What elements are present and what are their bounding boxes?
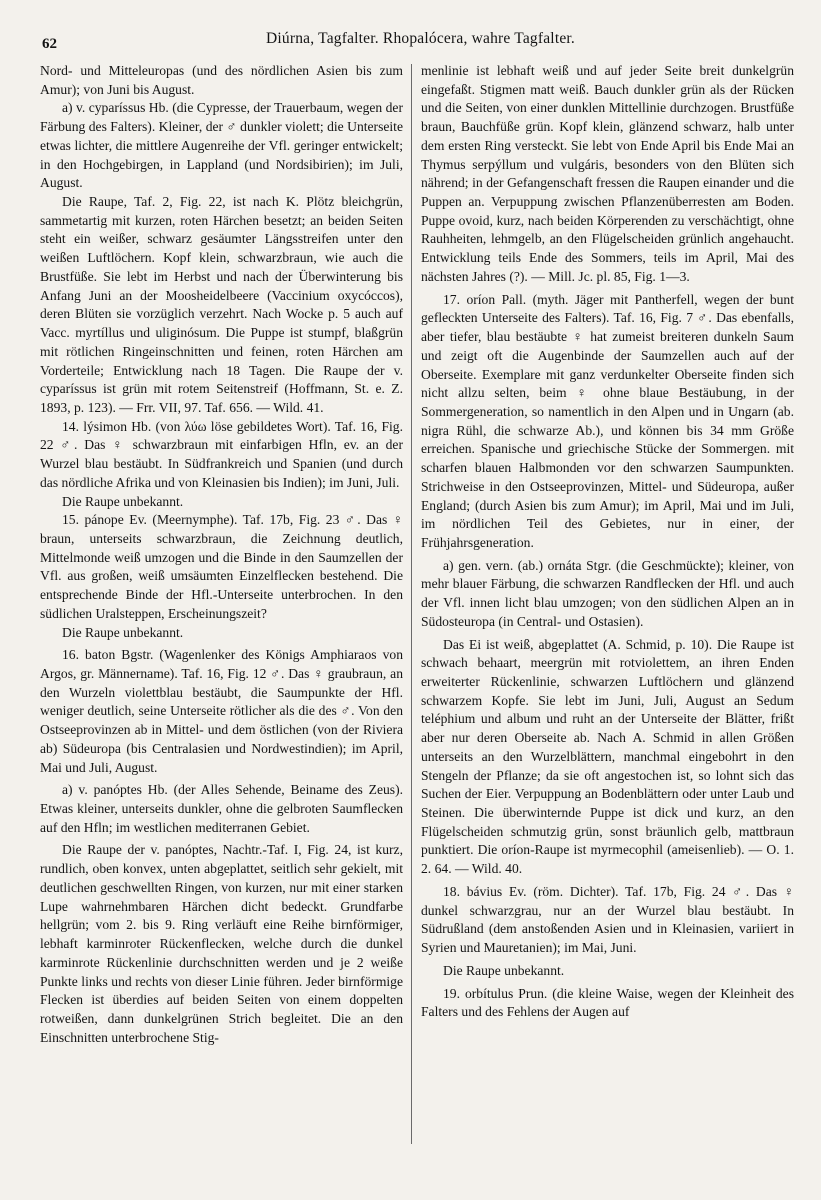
species-entry: 19. orbítulus Prun. (die kleine Waise, wegen der Kleinheit des Falters und des Fehlens der Augen auf xyxy=(421,985,794,1020)
running-title: Diúrna, Tagfalter. Rhopalócera, wahre Tagfalter. xyxy=(266,30,575,47)
paragraph: Die Raupe unbekannt. xyxy=(443,962,565,978)
paragraph: a) gen. vern. (ab.) ornáta Stgr. (die Geschmückte); kleiner, von mehr blauer Färbung, die schwarzen Randflecken der Hfl. und auch der Vfl. innen licht blau umzogen; von den südlichen Alpen an in Südosteuropa (in Central- und Ostasien). xyxy=(421,557,794,629)
column-divider xyxy=(411,64,412,1144)
species-entry: 17. oríon Pall. (myth. Jäger mit Pantherfell, wegen der bunt gefleckten Unterseite des Falters). Taf. 16, Fig. 7 ♂. Das ebenfalls, aber tiefer, blau bestäubte ♀ hat zumeist breiteren dunkeln Saum und zeigt oft die Augenbinde der Saumzellen auch auf der Oberseite. Exemplare mit ganz verdunkelter Oberseite finden sich nicht allzu selten, beim ♀ ohne blaue Bestäubung, in der Sommergeneration, so namentlich in den Alpen und in Ungarn (ab. nigra Rühl, die schwarze Ab.), und können bis 34 mm Größe erreichen. Spanische und griechische Stücke der Sommergen. mit scharfen blauen Halbmonden vor den schwarzen Saumpunkten. Strichweise in den Ostseeprovinzen, Mittel- und Südeuropa, außer England; (durch Asien bis zum Amur); im April, Mai und im Juli, im nördlichen Teil des Gebietes, nur in einer, der Frühjahrsgeneration. xyxy=(421,291,794,550)
page-number: 62 xyxy=(42,36,57,52)
paragraph: Das Ei ist weiß, abgeplattet (A. Schmid, p. 10). Die Raupe ist schwach behaart, meergrün mit rotviolettem, an ihren Enden erweiterter Rückenlinie, schwarzen Luftlöchern und glänzend schwarzem Kopfe. Sie lebt im Juni, Juli, August an Sedum teléphium und album und ruht an der Unterseite der Blätter, frißt aber nur deren Oberseite ab. Nach A. Schmid in allen Größen unterseits an den Wurzelblättern, manchmal eingebohrt in den Stengeln der Pflanze; da sie oft angestochen ist, so lohnt sich das Suchen der Eier. Verpuppung an Bodenblättern oder unter Laub und Steinen. Die überwinternde Puppe ist dick und kurz, an den Flügelscheiden schmutzig grün, sonst bräunlich gelb, mattbraun punktiert. Die oríon-Raupe ist myrmecophil (ameisenlieb). — O. 1. 2. 64. — Wild. 40. xyxy=(421,636,794,877)
paragraph: Nord- und Mitteleuropas (und des nördlichen Asien bis zum Amur); von Juni bis August. xyxy=(40,63,403,97)
left-column xyxy=(40,62,403,1047)
paragraph: Die Raupe, Taf. 2, Fig. 22, ist nach K. Plötz bleichgrün, sammetartig mit kurzen, roten Härchen besetzt; an beiden Seiten steht ein weißer, schwarz gesäumter Längsstreifen unter den weißen Luftlöchern. Kopf klein, schwarzbraun, wie auch die Brustfüße. Sie lebt im Herbst und nach der Überwinterung bis Anfang Juni an der Moosheidelbeere (Vaccinium oxycóccos), deren Blüten sie vorzüglich verzehrt. Nach Wocke p. 5 auch auf Vacc. myrtíllus und uliginósum. Die Puppe ist stumpf, blaßgrün mit rötlichen Ringeinschnitten und feinen, roten Härchen am Vorderteile; Entwicklung nach 18 Tagen. Die Raupe der v. cyparíssus ist grün mit rotem Seitenstreif (Hoffmann, St. e. Z. 1893, p. 123). — Frr. VII, 97. Taf. 656. — Wild. 41. xyxy=(40,194,403,415)
paragraph: Die Raupe unbekannt. xyxy=(62,624,184,640)
paragraph: Die Raupe unbekannt. xyxy=(62,493,184,509)
species-entry: 14. lýsimon Hb. (von λύω löse gebildetes Wort). Taf. 16, Fig. 22 ♂. Das ♀ schwarzbraun mit einfarbigen Hfln, ev. an der Wurzel blau bestäubt. In Südfrankreich und Spanien (und durch das nördliche Afrika und von Kleinasien bis Indien); im Juni, Juli. xyxy=(40,418,403,490)
paragraph: a) v. panóptes Hb. (der Alles Sehende, Beiname des Zeus). Etwas kleiner, unterseits dunkler, ohne die gelbroten Saumflecken auf den Hfln; im westlichen mediterranen Gebiet. xyxy=(40,782,403,835)
paragraph: menlinie ist lebhaft weiß und auf jeder Seite breit dunkelgrün eingefaßt. Stigmen matt weiß. Bauch dunkler grün als der Rücken und die Seiten, von einer dunklen Mittellinie durchzogen. Brustfüße braun, Bauchfüße grün. Kopf klein, glänzend schwarz, halb unter dem ersten Ring versteckt. Sie lebt von Ende April bis Ende Mai an Thymus serpýllum und vulgáris, besonders von den Blüten sich nährend; in der Gefangenschaft fressen die Raupen einander und die Puppen an. Verpuppung zwischen Pflanzenüberresten am Boden. Puppe ovoid, kurz, nach beiden Körperenden zu verschächtigt, ohne Rauhheiten, lehmgelb, an den Flügelscheiden grünlich angehaucht. Entwicklung teils Ende des Sommers, teils im April, Mai des nächsten Jahres (?). — Mill. Jc. pl. 85, Fig. 1—3. xyxy=(421,63,794,284)
right-column xyxy=(421,62,794,1022)
page-header xyxy=(40,28,791,54)
species-entry: 16. baton Bgstr. (Wagenlenker des Königs Amphiaraos von Argos, gr. Männername). Taf. 16, Fig. 12 ♂. Das ♀ graubraun, an den Wurzeln violettblau bestäubt, die Saumpunkte der Hfl. weniger deutlich, seine Unterseite rötlicher als die des ♂. Von den Ostseeprovinzen ab in Mittel- und dem östlichen (von der Riviera ab) Südeuropa (bis Centralasien und Nordwestindien); im April, Mai und Juli, August. xyxy=(40,647,403,775)
paragraph: Die Raupe der v. panóptes, Nachtr.-Taf. I, Fig. 24, ist kurz, rundlich, oben konvex, unten abgeplattet, seitlich sehr gekielt, mit deutlichen geschwellten Ringen, von kurzen, nur mit einer starken Lupe wahrnehmbaren Härchen dicht bedeckt. Grundfarbe hellgrün; vom 2. bis 9. Ring verläuft eine Reihe birnförmiger, lebhaft karminroter Rückenflecken, welche durch die dunkel karminrote Rückenlinie durchschnitten werden und je 2 weiße Punkte links und rechts von dieser Linie führen. Jeder birnförmige Flecken ist überdies auf beiden Seiten von einem doppelten rotweißen, dann dunkelgrünen Strich begleitet. Die an den Einschnitten unterbrochene Stig- xyxy=(40,842,403,1045)
paragraph: a) v. cyparíssus Hb. (die Cypresse, der Trauerbaum, wegen der Färbung des Falters). Kleiner, der ♂ dunkler violett; die Unterseite etwas lichter, die mittlere Augenreihe der Vfl. geringer entwickelt; in den Hochgebirgen, in Lappland (und Nordsibirien); im Juli, August. xyxy=(40,100,403,191)
species-entry: 18. bávius Ev. (röm. Dichter). Taf. 17b, Fig. 24 ♂. Das ♀ dunkel schwarzgrau, nur an der Wurzel blau bestäubt. In Südrußland (dem anstoßenden Asien und in Kleinasien, variiert in Syrien und Mauretanien); im Mai, Juni. xyxy=(421,883,794,956)
species-entry: 15. pánope Ev. (Meernymphe). Taf. 17b, Fig. 23 ♂. Das ♀ braun, unterseits schwarzbraun, die Zeichnung deutlich, Mittelmonde weiß umzogen und die Binde in den Saumzellen der Vfl. aus großen, weiß umsäumten Einzelflecken bestehend. Die entsprechende Binde der Hfl.-Unterseite unterbrochen. In den südlichen Uralsteppen, Erscheinungszeit? xyxy=(40,512,403,621)
